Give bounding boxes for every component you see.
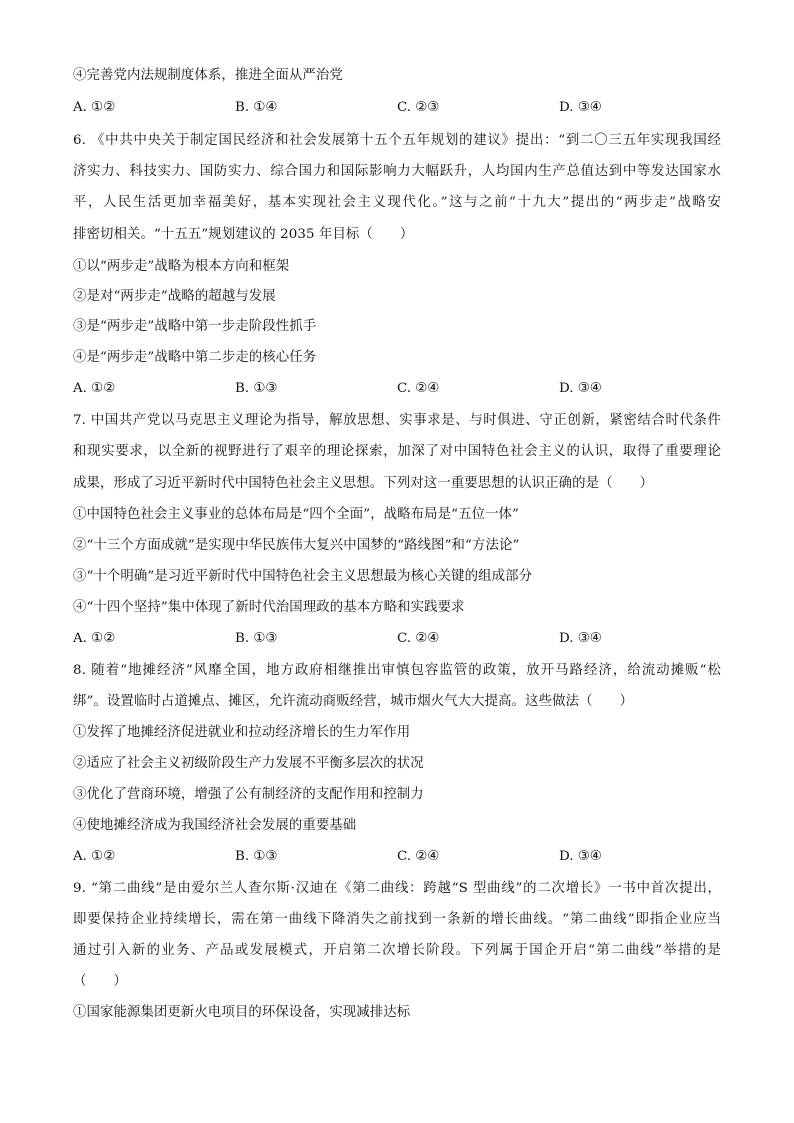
q9-stem-line: （ ） [73, 974, 127, 989]
q6-stem-line: 济实力、科技实力、国防实力、综合国力和国际影响力大幅跃升，人均国内生产总值达到中等发达国家水 [73, 164, 721, 179]
q7-stem-line: 和现实要求，以全新的视野进行了艰辛的理论探索，加深了对中国特色社会主义的认识，取得了重要理论 [73, 444, 721, 459]
q6-options [73, 380, 721, 398]
option-d: D. ③④ [559, 381, 602, 396]
q8-item-1: ①发挥了地摊经济促进就业和拉动经济增长的生力军作用 [73, 725, 411, 740]
option-c: C. ②④ [397, 381, 440, 396]
q8-stem-line: 8. 随着“地摊经济”风靡全国，地方政府相继推出审慎包容监管的政策，放开马路经济，给流动摊贩“松 [73, 663, 721, 678]
q6-item-1: ①以“两步走”战略为根本方向和框架 [73, 259, 290, 274]
prev-question-options [73, 99, 721, 117]
q7-item-3: ③“十个明确”是习近平新时代中国特色社会主义思想最为核心关键的组成部分 [73, 569, 533, 584]
option-b: B. ①③ [235, 381, 278, 396]
option-c: C. ②④ [397, 631, 440, 646]
q6-stem-line: 排密切相关。“十五五”规划建议的 2035 年目标（ ） [73, 227, 414, 242]
q7-stem-line: 7. 中国共产党以马克思主义理论为指导，解放思想、实事求是、与时俱进、守正创新，紧密结合时代条件 [73, 413, 721, 428]
option-a: A. ①② [73, 849, 116, 864]
option-b: B. ①③ [235, 631, 278, 646]
q7-item-2: ②“十三个方面成就”是实现中华民族伟大复兴中国梦的“路线图”和“方法论” [73, 538, 520, 553]
q7-options [73, 630, 721, 648]
q8-options [73, 848, 721, 866]
q6-stem-line: 6. 《中共中央关于制定国民经济和社会发展第十五个五年规划的建议》提出：“到二〇三五年实现我国经 [73, 133, 721, 148]
q8-stem-line: 绑”。设置临时占道摊点、摊区，允许流动商贩经营，城市烟火气大大提高。这些做法（ ） [73, 694, 634, 709]
q8-item-2: ②适应了社会主义初级阶段生产力发展不平衡多层次的状况 [73, 756, 424, 771]
q6-item-3: ③是“两步走”战略中第一步走阶段性抓手 [73, 319, 317, 334]
q7-item-4: ④“十四个坚持”集中体现了新时代治国理政的基本方略和实践要求 [73, 600, 465, 615]
q8-item-4: ④使地摊经济成为我国经济社会发展的重要基础 [73, 818, 357, 833]
q7-item-1: ①中国特色社会主义事业的总体布局是“四个全面”，战略布局是“五位一体” [73, 507, 519, 522]
q6-stem-line: 平，人民生活更加幸福美好，基本实现社会主义现代化。”这与之前“十九大”提出的“两步走”战略安 [73, 195, 721, 210]
option-a: A. ①② [73, 381, 116, 396]
q9-stem-line: 通过引入新的业务、产品或发展模式，开启第二次增长阶段。下列属于国企开启“第二曲线”举措的是 [73, 943, 721, 958]
option-a: A. ①② [73, 100, 116, 115]
option-d: D. ③④ [559, 100, 602, 115]
option-a: A. ①② [73, 631, 116, 646]
q8-item-3: ③优化了营商环境，增强了公有制经济的支配作用和控制力 [73, 787, 424, 802]
q7-stem-line: 成果，形成了习近平新时代中国特色社会主义思想。下列对这一重要思想的认识正确的是（ ） [73, 476, 654, 491]
option-b: B. ①③ [235, 849, 278, 864]
option-c: C. ②④ [397, 849, 440, 864]
prev-question-item-4: ④完善党内法规制度体系，推进全面从严治党 [73, 68, 343, 83]
q9-stem-line: 9. “第二曲线”是由爱尔兰人查尔斯·汉迪在《第二曲线：跨越“S 型曲线”的二次增长》一书中首次提出， [73, 881, 721, 896]
q9-stem-line: 即要保持企业持续增长，需在第一曲线下降消失之前找到一条新的增长曲线。“第二曲线”即指企业应当 [73, 912, 721, 927]
option-d: D. ③④ [559, 849, 602, 864]
q6-item-2: ②是对“两步走”战略的超越与发展 [73, 289, 276, 304]
option-c: C. ②③ [397, 100, 440, 115]
option-b: B. ①④ [235, 100, 278, 115]
q6-item-4: ④是“两步走”战略中第二步走的核心任务 [73, 350, 317, 365]
q9-item-1: ①国家能源集团更新火电项目的环保设备，实现减排达标 [73, 1005, 411, 1020]
option-d: D. ③④ [559, 631, 602, 646]
